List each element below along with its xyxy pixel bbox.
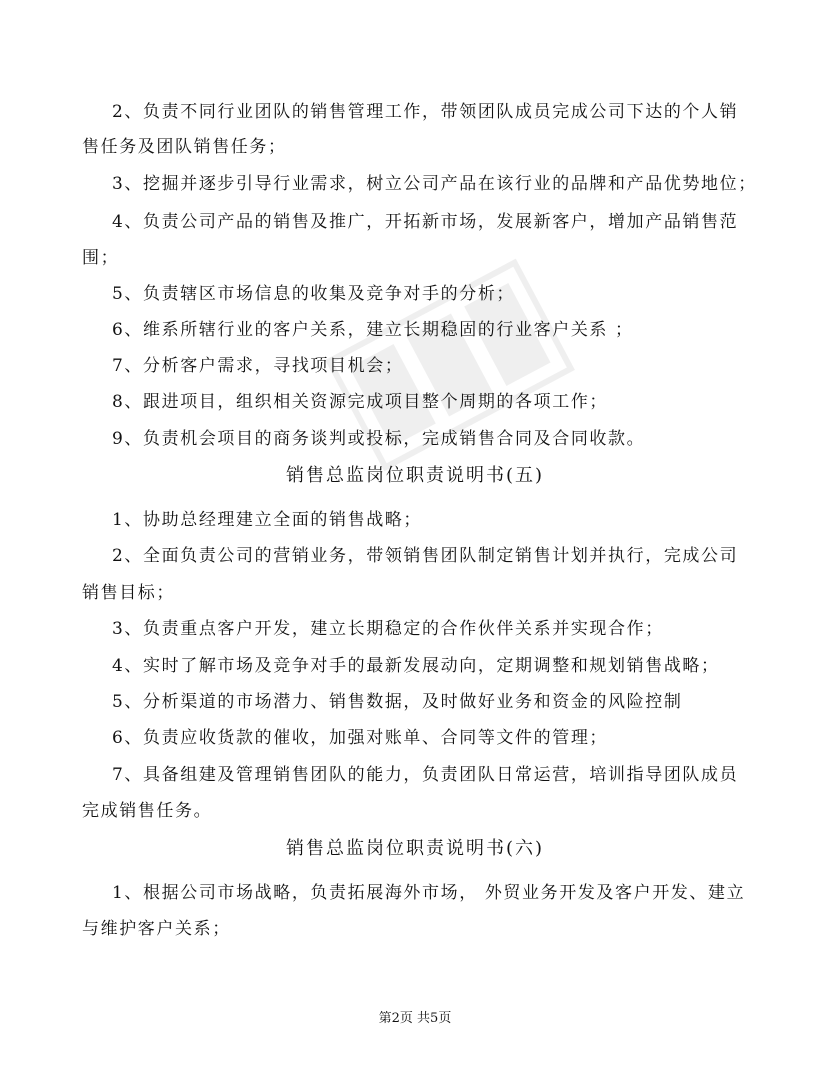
section-title: 销售总监岗位职责说明书(六) — [285, 838, 545, 859]
paragraph-line: 完成销售任务。 — [82, 801, 213, 821]
paragraph-line: 7、具备组建及管理销售团队的能力，负责团队日常运营，培训指导团队成员 — [112, 765, 739, 785]
paragraph-line: 与维护客户关系； — [82, 919, 231, 939]
paragraph-line: 1、协助总经理建立全面的销售战略； — [112, 510, 423, 530]
paragraph-line: 8、跟进项目，组织相关资源完成项目整个周期的各项工作； — [112, 392, 609, 412]
paragraph-line: 售任务及团队销售任务； — [82, 137, 287, 157]
paragraph-line: 4、实时了解市场及竞争对手的最新发展动向，定期调整和规划销售战略； — [112, 656, 720, 676]
paragraph-line: 5、负责辖区市场信息的收集及竞争对手的分析； — [112, 284, 516, 304]
paragraph-line: 6、维系所辖行业的客户关系，建立长期稳固的行业客户关系 ； — [112, 320, 634, 340]
paragraph-line: 3、挖掘并逐步引导行业需求，树立公司产品在该行业的品牌和产品优势地位； — [112, 174, 757, 194]
paragraph-line: 围； — [82, 248, 120, 268]
paragraph-line: 5、分析渠道的市场潜力、销售数据，及时做好业务和资金的风险控制 — [112, 692, 683, 712]
paragraph-line: 4、负责公司产品的销售及推广，开拓新市场，发展新客户，增加产品销售范 — [112, 212, 739, 232]
paragraph-line: 1、根据公司市场战略，负责拓展海外市场， 外贸业务开发及客户开发、建立 — [112, 883, 746, 903]
page-number: 第2页 共5页 — [378, 1011, 452, 1026]
paragraph-line: 9、负责机会项目的商务谈判或投标，完成销售合同及合同收款。 — [112, 429, 646, 449]
paragraph-line: 销售目标； — [82, 583, 175, 603]
paragraph-line: 6、负责应收货款的催收，加强对账单、合同等文件的管理； — [112, 728, 609, 748]
paragraph-line: 7、分析客户需求，寻找项目机会； — [112, 356, 404, 376]
paragraph-line: 3、负责重点客户开发，建立长期稳定的合作伙伴关系并实现合作； — [112, 619, 664, 639]
section-title: 销售总监岗位职责说明书(五) — [285, 465, 545, 486]
paragraph-line: 2、负责不同行业团队的销售管理工作，带领团队成员完成公司下达的个人销 — [112, 102, 739, 122]
paragraph-line: 2、全面负责公司的营销业务，带领销售团队制定销售计划并执行，完成公司 — [112, 546, 739, 566]
